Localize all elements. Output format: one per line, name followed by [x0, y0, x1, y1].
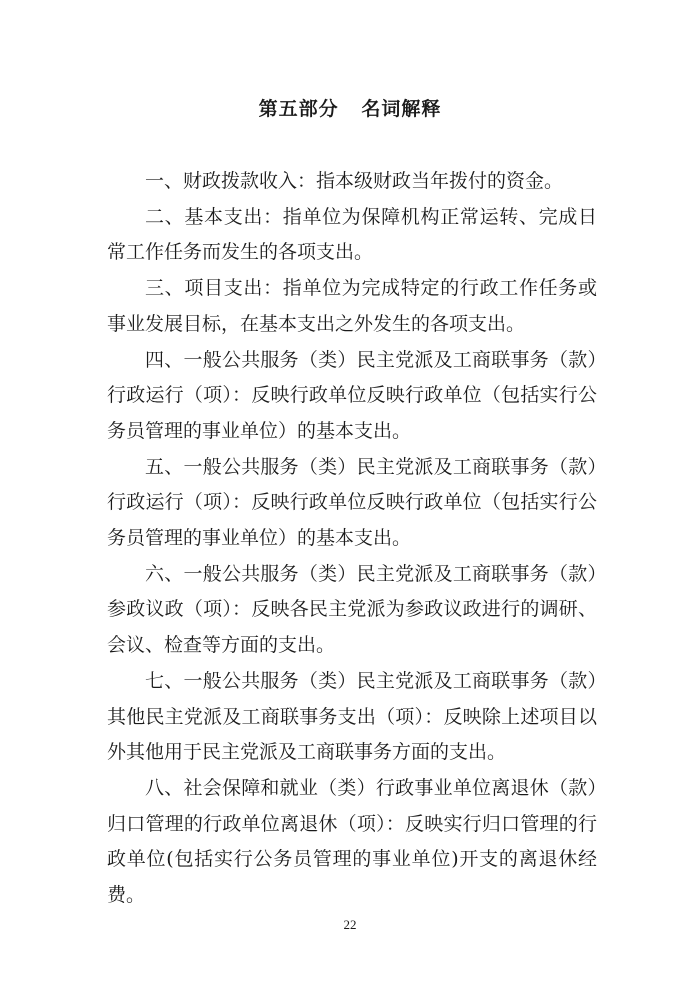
- glossary-paragraph: 六、一般公共服务（类）民主党派及工商联事务（款）参政议政（项）：反映各民主党派为参政议政进行的调研、会议、检查等方面的支出。: [107, 562, 597, 657]
- glossary-paragraph: 四、一般公共服务（类）民主党派及工商联事务（款）行政运行（项）：反映行政单位反映行政单位（包括实行公务员管理的事业单位）的基本支出。: [107, 348, 597, 442]
- page-number: 22: [343, 917, 357, 932]
- glossary-paragraph: 八、社会保障和就业（类）行政事业单位离退休（款）归口管理的行政单位离退休（项）：反映实行归口管理的行政单位(包括实行公务员管理的事业单位)开支的离退休经费。: [107, 776, 597, 907]
- glossary-paragraph: 三、项目支出：指单位为完成特定的行政工作任务或事业发展目标，在基本支出之外发生的各项支出。: [107, 277, 597, 335]
- glossary-paragraph: 五、一般公共服务（类）民主党派及工商联事务（款）行政运行（项）：反映行政单位反映行政单位（包括实行公务员管理的事业单位）的基本支出。: [107, 455, 597, 550]
- glossary-paragraph: 七、一般公共服务（类）民主党派及工商联事务（款）其他民主党派及工商联事务支出（项）：反映除上述项目以外其他用于民主党派及工商联事务方面的支出。: [107, 669, 597, 764]
- glossary-paragraph: 二、基本支出：指单位为保障机构正常运转、完成日常工作任务而发生的各项支出。: [107, 205, 597, 264]
- glossary-paragraph: 一、财政拨款收入：指本级财政当年拨付的资金。: [145, 170, 564, 192]
- section-title: 第五部分 名词解释: [258, 98, 442, 120]
- glossary-content: [107, 164, 597, 914]
